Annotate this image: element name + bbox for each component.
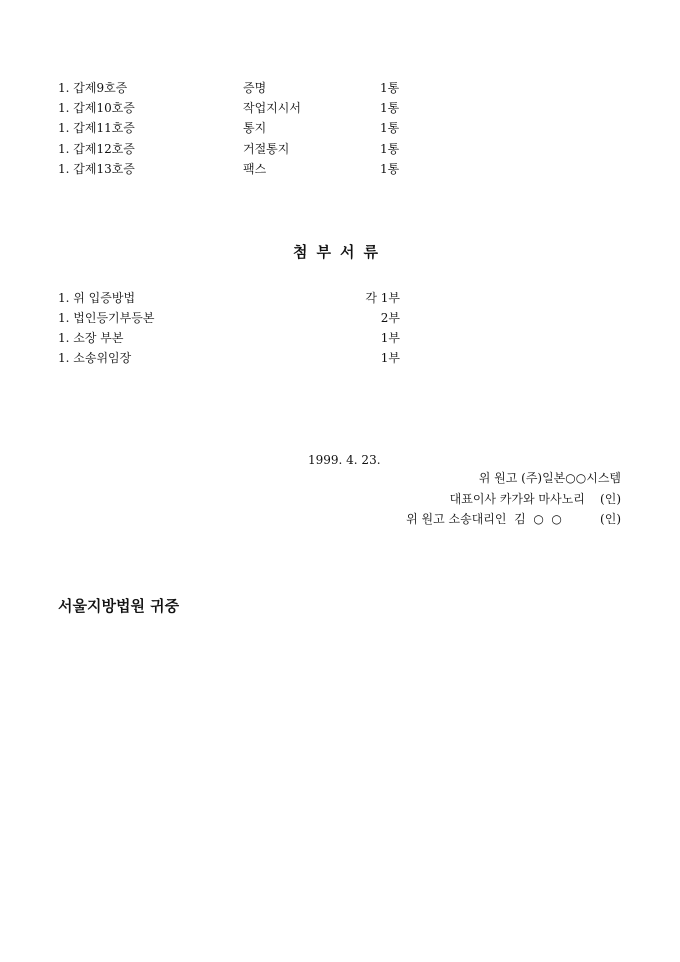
attachment-row <box>58 328 400 348</box>
evidence-description: 팩스 <box>243 162 267 176</box>
evidence-count: 1통 <box>380 81 400 95</box>
attachment-count: 2부 <box>380 311 400 325</box>
evidence-count: 1통 <box>380 121 400 135</box>
attachment-label: 1. 소송위임장 <box>58 351 132 365</box>
court-addressee: 서울지방법원 귀중 <box>58 597 180 615</box>
attachment-row <box>58 288 400 308</box>
evidence-count: 1통 <box>380 101 400 115</box>
document-date: 1999. 4. 23. <box>308 453 381 467</box>
evidence-name: 1. 갑제13호증 <box>58 162 135 176</box>
representative-line: 대표이사 카가와 마사노리 (인) <box>449 492 621 506</box>
attachment-count: 1부 <box>380 351 400 365</box>
evidence-description: 통지 <box>243 121 267 135</box>
attachment-row <box>58 308 400 328</box>
attachments-heading: 첨부서류 <box>293 243 387 261</box>
plaintiff-line: 위 원고 (주)일본○○시스템 <box>478 471 621 485</box>
evidence-name: 1. 갑제11호증 <box>58 121 135 135</box>
evidence-name: 1. 갑제9호증 <box>58 81 128 95</box>
attachment-label: 1. 위 입증방법 <box>58 291 136 305</box>
evidence-description: 증명 <box>243 81 267 95</box>
attachment-count: 각 1부 <box>365 291 400 305</box>
attachment-label: 1. 법인등기부등본 <box>58 311 155 325</box>
attorney-line: 위 원고 소송대리인 김 ○ ○ (인) <box>406 512 621 526</box>
attachment-row <box>58 348 400 368</box>
evidence-name: 1. 갑제10호증 <box>58 101 135 115</box>
evidence-count: 1통 <box>380 162 400 176</box>
evidence-description: 작업지시서 <box>243 101 301 115</box>
evidence-name: 1. 갑제12호증 <box>58 142 135 156</box>
attachment-label: 1. 소장 부본 <box>58 331 124 345</box>
evidence-description: 거절통지 <box>243 142 290 156</box>
attachment-count: 1부 <box>380 331 400 345</box>
evidence-count: 1통 <box>380 142 400 156</box>
